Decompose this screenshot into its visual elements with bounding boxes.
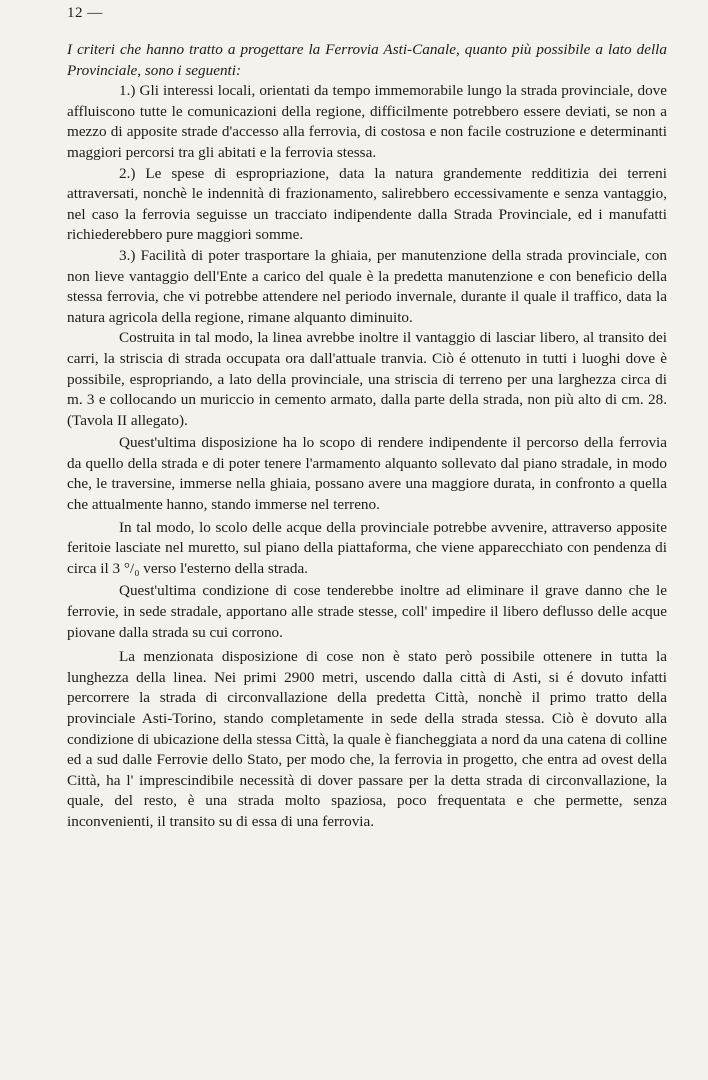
paragraph-criterion-1: 1.) Gli interessi locali, orientati da tempo immemorabile lungo la strada provinciale, dove affluiscono tutte le comunicazioni della regione, difficilmente potrebbero essere deviati, se non a mezzo di apposite strade d'accesso alla ferrovia, di costosa e non facile costruzione e determinanti maggiori percorsi tra gli abitati e la ferrovia stessa. (67, 82, 667, 161)
paragraph-criterion-3: 3.) Facilità di poter trasportare la ghiaia, per manutenzione della strada provinciale, con non lieve vantaggio dell'Ente a carico del quale è la predetta manutenzione e con beneficio della stessa ferrovia, che vi potrebbe attendere nel periodo invernale, durante il quale il traffico, data la natura agricola della regione, rimane alquanto diminuito. (67, 246, 667, 326)
page-number: 12 — (67, 5, 103, 21)
paragraph-disposition: Quest'ultima disposizione ha lo scopo di rendere indipendente il percorso della ferrovia da quello della strada e di poter tenere l'armamento alquanto sollevato dal piano stradale, in modo che, le traversine, immerse nella ghiaia, possano avere una maggiore durata, in confronto a quella che attualmente hanno, stando immerse nel terreno. (67, 434, 667, 514)
intro-paragraph: I criteri che hanno tratto a progettare la Ferrovia Asti-Canale, quanto più possibile a lato della Provinciale, sono i seguenti: (67, 41, 667, 79)
paragraph-route: La menzionata disposizione di cose non è stato però possibile ottenere in tutta la lunghezza della linea. Nei primi 2900 metri, uscendo dalla città di Asti, si é dovuto infatti percorrere la strada di circonvallazione della predetta Città, nonchè il primo tratto della provinciale Asti-Torino, stando completamente in sede della strada stessa. Ciò è dovuto alla condizione di ubicazione della stessa Città, la quale è fiancheggiata a nord da una catena di colline ed a sud dalle Ferrovie dello Stato, per modo che, la ferrovia in progetto, che entra ad ovest della Città, ha l' imprescindibile necessità di dover passare per la detta strada di circonvallazione, la quale, del resto, è una strada molto spaziosa, poco frequentata e che permette, senza inconvenienti, il transito su di essa di una ferrovia. (67, 648, 667, 830)
paragraph-criterion-2: 2.) Le spese di espropriazione, data la natura grandemente redditizia dei terreni attraversati, nonchè le indennità di frazionamento, salirebbero eccessivamente e senza vantaggio, nel caso la ferrovia seguisse un tracciato indipendente dalla Strada Provinciale, ed i manufatti richiederebbero pure maggiori somme. (67, 164, 667, 244)
paragraph-condition: Quest'ultima condizione di cose tenderebbe inoltre ad eliminare il grave danno che le ferrovie, in sede stradale, apportano alle strade stesse, coll' impedire il libero deflusso delle acque piovane dalla strada su cui corrono. (67, 582, 667, 641)
paragraph-construction: Costruita in tal modo, la linea avrebbe inoltre il vantaggio di lasciar libero, al transito dei carri, la striscia di strada occupata ora dall'attuale tranvia. Ciò é ottenuto in tutti i luoghi dove è possibile, espropriando, a lato della provinciale, una striscia di terreno per una larghezza circa di m. 3 e collocando un muriccio in cemento armato, dalla parte della strada, non più alto di cm. 28. (Tavola II allegato). (67, 329, 667, 429)
paragraph-drainage: In tal modo, lo scolo delle acque della provinciale potrebbe avvenire, attraverso apposite feritoie lasciate nel muretto, sul piano della piattaforma, che viene apparecchiato con pendenza di circa il 3 °/₀ verso l'esterno della strada. (67, 518, 667, 577)
